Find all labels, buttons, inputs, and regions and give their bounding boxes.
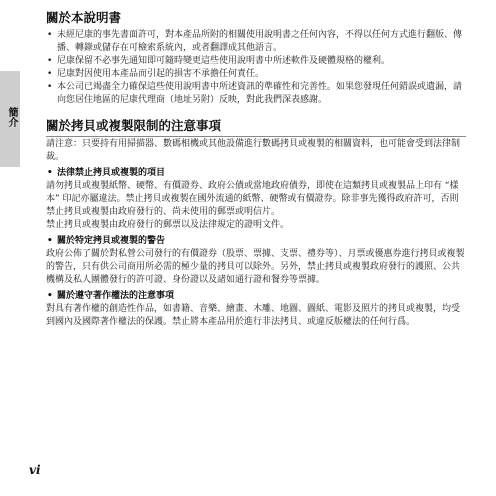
about-bullet: • 尼康對因使用本產品而引起的損害不承擔任何責任。 — [46, 68, 466, 81]
page-number: vi — [29, 463, 41, 477]
section-title-about: 關於本說明書 — [46, 10, 122, 25]
prohibited-items-paragraph: 請勿拷貝或複製紙幣、硬幣、有價證券、政府公債或當地政府債券，即使在這類拷貝或複製品上印有 “樣本” 印記亦屬違法。禁止拷貝或複製在國外流通的紙幣、硬幣或有價證券。除非事先獲得政府許可，否則禁止拷貝或複製由政府發行的、尚未使用的郵票或明信片。 — [46, 181, 459, 217]
section-side-tab — [0, 71, 20, 167]
copyright-paragraph: 對具有著作權的創造性作品，如書籍、音樂、繪畫、木雕、地圖、圖紙、電影及照片的拷貝或複製，均受到國內及國際著作權法的保護。禁止將本產品用於進行非法拷貝、或違反版權法的任何行爲。 — [46, 304, 461, 327]
about-bullet-list — [46, 29, 466, 107]
about-bullet: • 尼康保留不必事先通知即可隨時變更這些使用說明書中所述軟件及硬體規格的權利。 — [46, 55, 466, 68]
subheading-copyright-notice: • 關於遵守著作權法的注意事項 — [46, 290, 466, 303]
about-bullet: • 本公司已竭盡全力確保這些使用說明書中所述資訊的準確性和完善性。如果您發現任何錯誤或遺漏，請向您居住地區的尼康代理商（地址另附）反映，對此我們深表感謝。 — [46, 81, 466, 107]
section-title-copy-notice: 關於拷貝或複製限制的注意事項 — [46, 117, 466, 137]
copy-notice-intro: 請注意：只要持有用掃描器、數碼相機或其他設備進行數碼拷貝或複製的相關資料，也可能會受到法律制裁。 — [46, 139, 461, 162]
subheading-prohibited-items: • 法律禁止拷貝或複製的項目 — [46, 167, 466, 180]
prohibited-items-paragraph: 禁止拷貝或複製由政府發行的郵票以及法律規定的證明文件。 — [46, 220, 290, 230]
subheading-specific-copies-warning: • 關於特定拷貝或複製的警告 — [46, 235, 466, 248]
page-content — [46, 9, 466, 329]
side-tab-label: 簡介 — [6, 107, 17, 127]
about-bullet: • 未經尼康的事先書面許可，對本產品所附的相關使用說明書之任何內容，不得以任何方式進行翻版、傳播、轉錄或儲存在可檢索系統內，或者翻譯成其他語言。 — [46, 29, 466, 55]
specific-copies-paragraph: 政府公佈了關於對私營公司發行的有價證券（股票、票據、支票、禮券等）、月票或優惠券進行拷貝或複製的警告，只有供公司商用所必需的極少量的拷貝可以除外。另外，禁止拷貝或複製政府發行的護照、公共機構及私人團體發行的許可證、身份證以及諸如通行證和餐券等票據。 — [46, 249, 465, 285]
